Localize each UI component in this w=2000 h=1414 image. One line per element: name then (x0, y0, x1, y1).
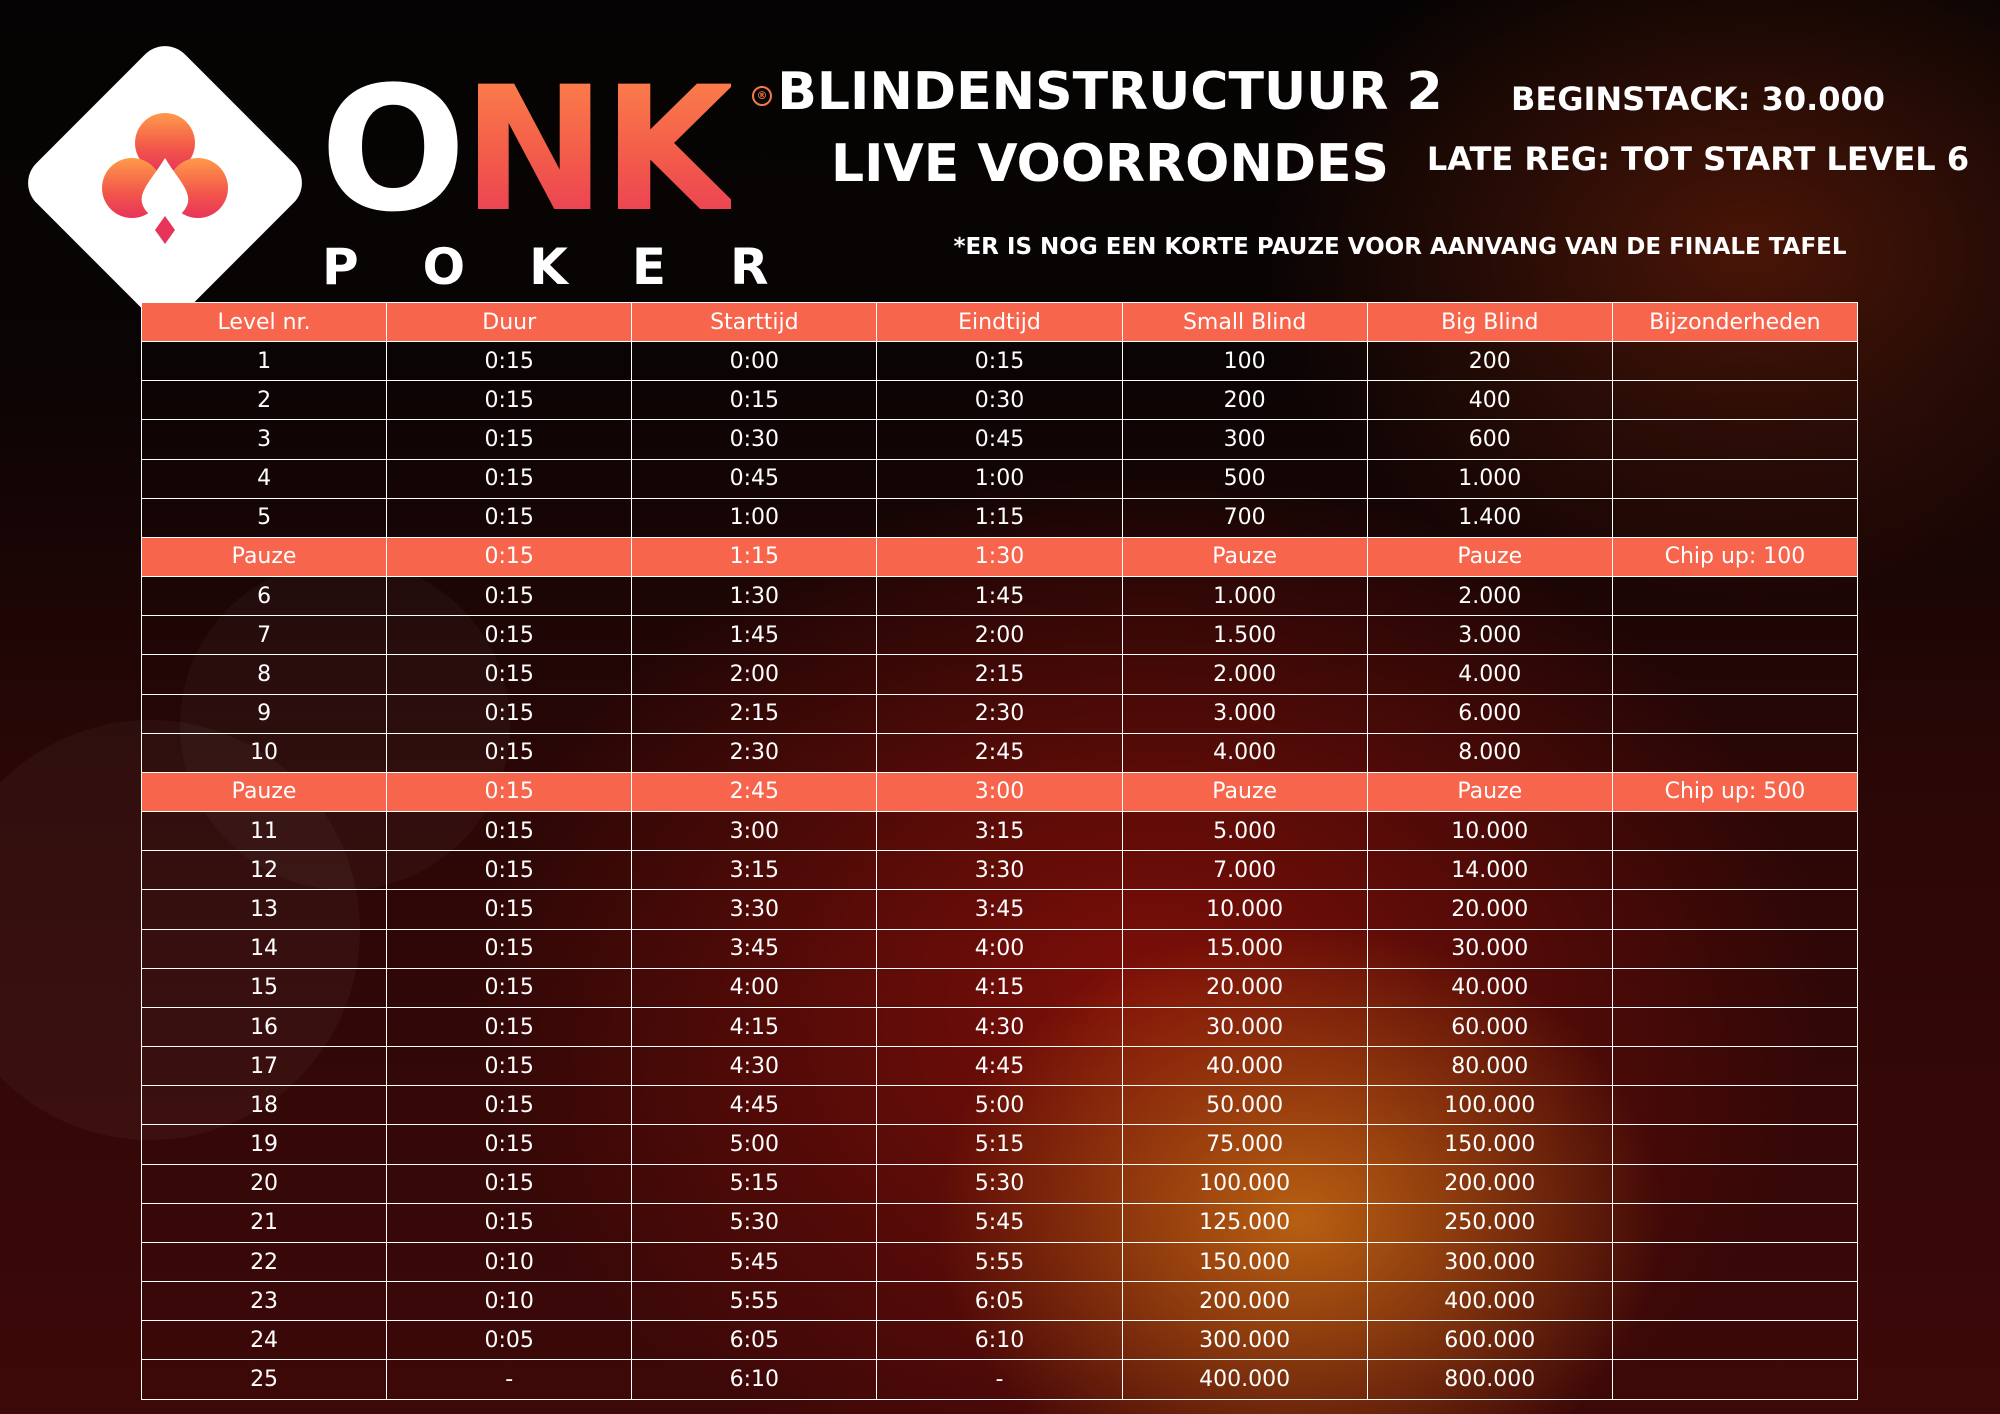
cell-level: 20 (142, 1164, 387, 1203)
cell-small-blind: 100 (1122, 342, 1367, 381)
cell-duration: 0:15 (387, 1164, 632, 1203)
cell-end-time: 6:10 (877, 1321, 1122, 1360)
cell-end-time: 4:15 (877, 968, 1122, 1007)
cell-small-blind: 500 (1122, 459, 1367, 498)
cell-end-time: 3:00 (877, 772, 1122, 811)
club-spade-icon (70, 88, 260, 278)
cell-end-time: 5:30 (877, 1164, 1122, 1203)
cell-notes (1612, 1242, 1857, 1281)
cell-start-time: 5:15 (632, 1164, 877, 1203)
cell-start-time: 2:00 (632, 655, 877, 694)
cell-small-blind: 200 (1122, 381, 1367, 420)
cell-end-time: 5:55 (877, 1242, 1122, 1281)
cell-duration: 0:10 (387, 1242, 632, 1281)
cell-end-time: 2:30 (877, 694, 1122, 733)
cell-notes (1612, 498, 1857, 537)
cell-start-time: 2:15 (632, 694, 877, 733)
logo-wordmark: ONK (320, 49, 732, 250)
cell-notes (1612, 1321, 1857, 1360)
cell-start-time: 1:30 (632, 577, 877, 616)
cell-small-blind: 1.000 (1122, 577, 1367, 616)
table-row (142, 1164, 1858, 1203)
table-row (142, 968, 1858, 1007)
column-header-notes: Bijzonderheden (1612, 303, 1857, 342)
cell-big-blind: 1.000 (1367, 459, 1612, 498)
table-row (142, 890, 1858, 929)
cell-big-blind: 800.000 (1367, 1360, 1612, 1400)
cell-big-blind: Pauze (1367, 537, 1612, 576)
table-row (142, 381, 1858, 420)
cell-duration: - (387, 1360, 632, 1400)
table-row (142, 733, 1858, 772)
cell-end-time: 2:00 (877, 616, 1122, 655)
cell-big-blind: 30.000 (1367, 929, 1612, 968)
cell-start-time: 1:15 (632, 537, 877, 576)
cell-level: 21 (142, 1203, 387, 1242)
cell-end-time: 4:00 (877, 929, 1122, 968)
cell-start-time: 0:45 (632, 459, 877, 498)
cell-duration: 0:15 (387, 1047, 632, 1086)
table-row (142, 616, 1858, 655)
cell-small-blind: 300.000 (1122, 1321, 1367, 1360)
cell-end-time: 1:15 (877, 498, 1122, 537)
cell-level: 9 (142, 694, 387, 733)
cell-start-time: 4:00 (632, 968, 877, 1007)
cell-level: 15 (142, 968, 387, 1007)
page-subtitle: LIVE VOORRONDES (830, 134, 1390, 194)
cell-start-time: 4:15 (632, 1007, 877, 1046)
cell-start-time: 5:00 (632, 1125, 877, 1164)
table-row (142, 851, 1858, 890)
cell-notes (1612, 381, 1857, 420)
cell-small-blind: 20.000 (1122, 968, 1367, 1007)
cell-level: 11 (142, 812, 387, 851)
late-reg-info: LATE REG: TOT START LEVEL 6 (1426, 140, 1970, 178)
cell-level: 19 (142, 1125, 387, 1164)
cell-start-time: 0:15 (632, 381, 877, 420)
cell-duration: 0:15 (387, 772, 632, 811)
table-body (142, 342, 1858, 1400)
cell-duration: 0:15 (387, 655, 632, 694)
cell-duration: 0:15 (387, 577, 632, 616)
cell-level: 13 (142, 890, 387, 929)
cell-small-blind: 3.000 (1122, 694, 1367, 733)
table-row (142, 1203, 1858, 1242)
cell-notes (1612, 420, 1857, 459)
cell-duration: 0:15 (387, 733, 632, 772)
cell-end-time: 5:00 (877, 1086, 1122, 1125)
cell-level: 18 (142, 1086, 387, 1125)
cell-notes (1612, 459, 1857, 498)
cell-duration: 0:15 (387, 694, 632, 733)
registered-mark: ® (752, 86, 772, 106)
cell-notes (1612, 342, 1857, 381)
cell-start-time: 5:55 (632, 1282, 877, 1321)
cell-small-blind: 40.000 (1122, 1047, 1367, 1086)
table-row (142, 694, 1858, 733)
cell-big-blind: 100.000 (1367, 1086, 1612, 1125)
cell-notes (1612, 1203, 1857, 1242)
cell-big-blind: 600.000 (1367, 1321, 1612, 1360)
cell-level: 22 (142, 1242, 387, 1281)
cell-start-time: 2:45 (632, 772, 877, 811)
logo-subtitle: POKER (322, 238, 833, 296)
cell-small-blind: 1.500 (1122, 616, 1367, 655)
cell-notes (1612, 694, 1857, 733)
cell-level: 23 (142, 1282, 387, 1321)
column-header-big-blind: Big Blind (1367, 303, 1612, 342)
cell-duration: 0:15 (387, 381, 632, 420)
cell-small-blind: Pauze (1122, 537, 1367, 576)
table-row (142, 1242, 1858, 1281)
cell-notes: Chip up: 100 (1612, 537, 1857, 576)
cell-small-blind: 700 (1122, 498, 1367, 537)
cell-end-time: 1:30 (877, 537, 1122, 576)
cell-end-time: 0:30 (877, 381, 1122, 420)
cell-small-blind: 30.000 (1122, 1007, 1367, 1046)
cell-small-blind: 100.000 (1122, 1164, 1367, 1203)
cell-end-time: 3:45 (877, 890, 1122, 929)
column-header-duration: Duur (387, 303, 632, 342)
cell-duration: 0:15 (387, 342, 632, 381)
cell-duration: 0:15 (387, 459, 632, 498)
cell-start-time: 1:45 (632, 616, 877, 655)
cell-small-blind: 15.000 (1122, 929, 1367, 968)
cell-level: 8 (142, 655, 387, 694)
cell-big-blind: 600 (1367, 420, 1612, 459)
cell-start-time: 3:30 (632, 890, 877, 929)
cell-duration: 0:05 (387, 1321, 632, 1360)
cell-big-blind: 250.000 (1367, 1203, 1612, 1242)
cell-duration: 0:15 (387, 851, 632, 890)
cell-start-time: 4:30 (632, 1047, 877, 1086)
table-row (142, 929, 1858, 968)
cell-duration: 0:15 (387, 498, 632, 537)
cell-big-blind: 14.000 (1367, 851, 1612, 890)
cell-start-time: 3:45 (632, 929, 877, 968)
cell-big-blind: 200 (1367, 342, 1612, 381)
cell-big-blind: 20.000 (1367, 890, 1612, 929)
cell-small-blind: 2.000 (1122, 655, 1367, 694)
cell-level: 4 (142, 459, 387, 498)
cell-notes (1612, 1086, 1857, 1125)
cell-duration: 0:15 (387, 929, 632, 968)
cell-level: 3 (142, 420, 387, 459)
cell-end-time: 2:15 (877, 655, 1122, 694)
cell-big-blind: 400 (1367, 381, 1612, 420)
cell-end-time: 6:05 (877, 1282, 1122, 1321)
cell-big-blind: 60.000 (1367, 1007, 1612, 1046)
cell-notes (1612, 1282, 1857, 1321)
cell-big-blind: 10.000 (1367, 812, 1612, 851)
cell-big-blind: 300.000 (1367, 1242, 1612, 1281)
cell-small-blind: 75.000 (1122, 1125, 1367, 1164)
cell-end-time: 3:15 (877, 812, 1122, 851)
cell-end-time: 3:30 (877, 851, 1122, 890)
cell-start-time: 5:30 (632, 1203, 877, 1242)
cell-end-time: 1:00 (877, 459, 1122, 498)
cell-end-time: 5:45 (877, 1203, 1122, 1242)
column-header-level: Level nr. (142, 303, 387, 342)
cell-notes (1612, 929, 1857, 968)
cell-end-time: 4:45 (877, 1047, 1122, 1086)
table-row (142, 1047, 1858, 1086)
cell-notes (1612, 890, 1857, 929)
cell-level: 6 (142, 577, 387, 616)
cell-small-blind: 200.000 (1122, 1282, 1367, 1321)
table-row (142, 1086, 1858, 1125)
table-row (142, 1360, 1858, 1400)
cell-big-blind: 8.000 (1367, 733, 1612, 772)
cell-start-time: 5:45 (632, 1242, 877, 1281)
cell-duration: 0:15 (387, 1203, 632, 1242)
cell-level: 16 (142, 1007, 387, 1046)
final-table-note: *ER IS NOG EEN KORTE PAUZE VOOR AANVANG VAN DE FINALE TAFEL (953, 234, 1847, 260)
cell-notes (1612, 733, 1857, 772)
cell-notes (1612, 577, 1857, 616)
cell-small-blind: 125.000 (1122, 1203, 1367, 1242)
cell-notes (1612, 1047, 1857, 1086)
cell-level: 17 (142, 1047, 387, 1086)
cell-notes (1612, 616, 1857, 655)
cell-big-blind: 1.400 (1367, 498, 1612, 537)
cell-duration: 0:15 (387, 968, 632, 1007)
cell-big-blind: 150.000 (1367, 1125, 1612, 1164)
cell-small-blind: Pauze (1122, 772, 1367, 811)
cell-start-time: 3:15 (632, 851, 877, 890)
table-row (142, 1321, 1858, 1360)
cell-duration: 0:15 (387, 1086, 632, 1125)
table-row (142, 342, 1858, 381)
cell-level: 24 (142, 1321, 387, 1360)
column-header-small-blind: Small Blind (1122, 303, 1367, 342)
table-row (142, 1125, 1858, 1164)
cell-end-time: 2:45 (877, 733, 1122, 772)
cell-small-blind: 50.000 (1122, 1086, 1367, 1125)
table-row (142, 812, 1858, 851)
cell-big-blind: 400.000 (1367, 1282, 1612, 1321)
cell-level: 10 (142, 733, 387, 772)
table-row (142, 577, 1858, 616)
cell-start-time: 6:05 (632, 1321, 877, 1360)
cell-notes (1612, 1360, 1857, 1400)
cell-level: 12 (142, 851, 387, 890)
cell-level: 7 (142, 616, 387, 655)
cell-end-time: 0:45 (877, 420, 1122, 459)
beginstack-info: BEGINSTACK: 30.000 (1510, 80, 1886, 118)
table-row (142, 459, 1858, 498)
pause-row (142, 537, 1858, 576)
cell-start-time: 3:00 (632, 812, 877, 851)
cell-big-blind: 3.000 (1367, 616, 1612, 655)
cell-small-blind: 400.000 (1122, 1360, 1367, 1400)
cell-start-time: 1:00 (632, 498, 877, 537)
cell-notes (1612, 812, 1857, 851)
cell-duration: 0:15 (387, 1125, 632, 1164)
cell-duration: 0:15 (387, 1007, 632, 1046)
cell-start-time: 6:10 (632, 1360, 877, 1400)
cell-level: 2 (142, 381, 387, 420)
cell-big-blind: 80.000 (1367, 1047, 1612, 1086)
cell-notes (1612, 1125, 1857, 1164)
cell-level: 5 (142, 498, 387, 537)
cell-duration: 0:10 (387, 1282, 632, 1321)
cell-duration: 0:15 (387, 812, 632, 851)
cell-notes (1612, 968, 1857, 1007)
cell-start-time: 0:30 (632, 420, 877, 459)
cell-notes (1612, 655, 1857, 694)
table-header-row (142, 303, 1858, 342)
cell-start-time: 4:45 (632, 1086, 877, 1125)
cell-big-blind: Pauze (1367, 772, 1612, 811)
cell-duration: 0:15 (387, 537, 632, 576)
cell-end-time: - (877, 1360, 1122, 1400)
cell-small-blind: 4.000 (1122, 733, 1367, 772)
cell-level: 14 (142, 929, 387, 968)
cell-end-time: 5:15 (877, 1125, 1122, 1164)
cell-big-blind: 40.000 (1367, 968, 1612, 1007)
cell-duration: 0:15 (387, 890, 632, 929)
cell-big-blind: 200.000 (1367, 1164, 1612, 1203)
cell-end-time: 1:45 (877, 577, 1122, 616)
cell-end-time: 4:30 (877, 1007, 1122, 1046)
page-title: BLINDENSTRUCTUUR 2 (777, 62, 1443, 122)
cell-level: Pauze (142, 537, 387, 576)
cell-big-blind: 4.000 (1367, 655, 1612, 694)
column-header-start-time: Starttijd (632, 303, 877, 342)
table-row (142, 420, 1858, 459)
table-row (142, 498, 1858, 537)
cell-big-blind: 2.000 (1367, 577, 1612, 616)
cell-small-blind: 150.000 (1122, 1242, 1367, 1281)
cell-small-blind: 7.000 (1122, 851, 1367, 890)
column-header-end-time: Eindtijd (877, 303, 1122, 342)
cell-small-blind: 10.000 (1122, 890, 1367, 929)
cell-notes (1612, 1007, 1857, 1046)
cell-notes: Chip up: 500 (1612, 772, 1857, 811)
cell-duration: 0:15 (387, 420, 632, 459)
cell-duration: 0:15 (387, 616, 632, 655)
cell-big-blind: 6.000 (1367, 694, 1612, 733)
cell-end-time: 0:15 (877, 342, 1122, 381)
blind-structure-table (141, 302, 1858, 1400)
cell-start-time: 2:30 (632, 733, 877, 772)
cell-level: Pauze (142, 772, 387, 811)
cell-notes (1612, 851, 1857, 890)
table-row (142, 1007, 1858, 1046)
cell-level: 1 (142, 342, 387, 381)
pause-row (142, 772, 1858, 811)
cell-notes (1612, 1164, 1857, 1203)
cell-small-blind: 300 (1122, 420, 1367, 459)
cell-level: 25 (142, 1360, 387, 1400)
cell-start-time: 0:00 (632, 342, 877, 381)
table-row (142, 655, 1858, 694)
table-row (142, 1282, 1858, 1321)
cell-small-blind: 5.000 (1122, 812, 1367, 851)
